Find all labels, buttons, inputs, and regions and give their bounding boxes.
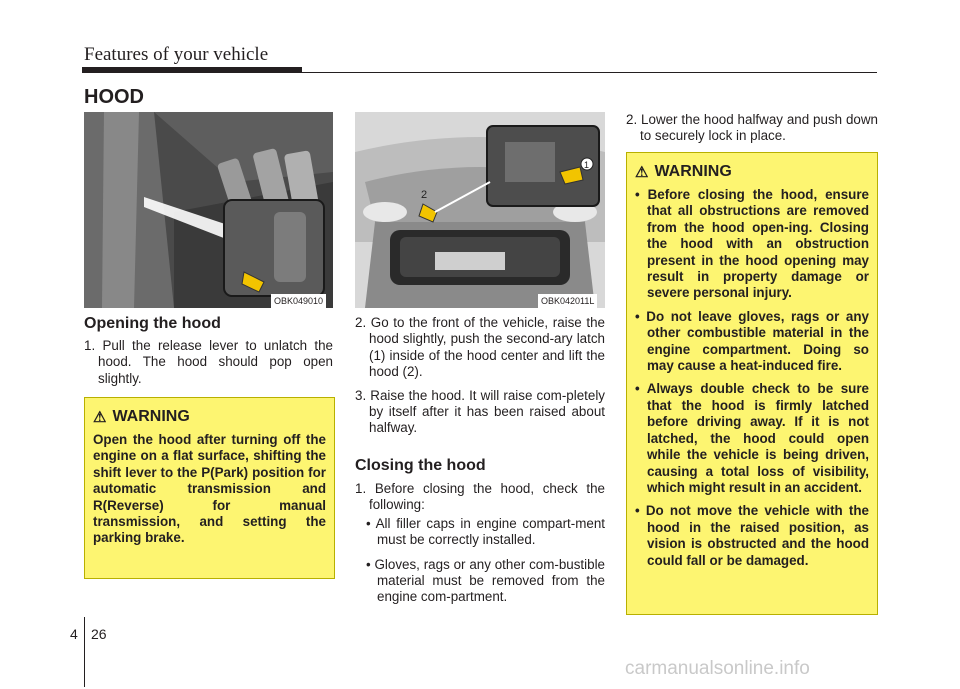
hood-latch-photo <box>355 112 605 308</box>
warning-title: WARNING <box>654 163 732 180</box>
closing-steps <box>355 481 605 614</box>
warning-item: • Do not move the vehicle with the hood in the raised position, as vision is obstructed and the hood could fall or be damaged. <box>635 503 869 568</box>
step-text: 2. Lower the hood halfway and push down to securely lock in place. <box>626 112 878 144</box>
warning-list <box>635 187 869 569</box>
figure-caption: OBK042011L <box>538 294 597 308</box>
section-title: HOOD <box>84 86 144 108</box>
warning-box-left <box>84 397 335 579</box>
callout-2: 2 <box>421 189 428 201</box>
warning-item: • Do not leave gloves, rags or any other combustible material in the engine compartment. Doing so may cause a heat-induced fire. <box>635 308 869 374</box>
warning-triangle-icon: ⚠ <box>635 164 649 181</box>
warning-box-right <box>626 152 878 615</box>
warning-triangle-icon: ⚠ <box>93 409 107 426</box>
warning-item: • Always double check to be sure that the hood is firmly latched before driving away. If it is not latched, the hood could open while the vehicle is being driven, causing a total loss of visibility, which might result in an accident. <box>635 381 869 495</box>
warning-text: Open the hood after turning off the engine on a flat surface, shifting the shift lever to the P(Park) position for automatic transmission and R(Reverse) for manual transmission, and setting the parking brake. <box>93 432 326 546</box>
step-text: 1. Before closing the hood, check the following: <box>355 481 605 513</box>
watermark: carmanualsonline.info <box>625 658 810 679</box>
closing-heading: Closing the hood <box>355 457 486 474</box>
warning-header <box>93 408 326 426</box>
step-text: 1. Pull the release lever to unlatch the hood. The hood should pop open slightly. <box>84 338 333 386</box>
bullet-item: • All filler caps in engine compart-ment must be correctly installed. <box>366 515 605 548</box>
release-lever-photo <box>84 112 333 308</box>
step-text: 3. Raise the hood. It will raise com-pletely by itself after it has been raised about halfway. <box>355 387 605 436</box>
opening-steps-continued <box>355 315 605 444</box>
chapter-number: 4 <box>70 626 78 642</box>
header-rule <box>82 72 877 73</box>
warning-header <box>635 163 869 181</box>
opening-heading: Opening the hood <box>84 315 221 332</box>
step-text: 2. Go to the front of the vehicle, raise the hood slightly, push the second-ary latch (1) inside of the hood center and lift the hood (2). <box>355 315 605 380</box>
callout-1: 1 <box>584 160 590 170</box>
figure-caption: OBK049010 <box>271 294 326 308</box>
bullet-item: • Gloves, rags or any other com-bustible material must be removed from the engine com-partment. <box>366 556 605 605</box>
warning-title: WARNING <box>112 408 190 425</box>
opening-step-1 <box>84 338 333 394</box>
warning-item: • Before closing the hood, ensure that all obstructions are removed from the hood open-ing. Closing the hood with an obstruction present in the hood opening may result in property damage or severe personal injury. <box>635 187 869 301</box>
header-title: Features of your vehicle <box>84 44 269 65</box>
page-number: 26 <box>91 626 107 642</box>
closing-step-2 <box>626 112 878 152</box>
footer-divider <box>84 617 85 687</box>
